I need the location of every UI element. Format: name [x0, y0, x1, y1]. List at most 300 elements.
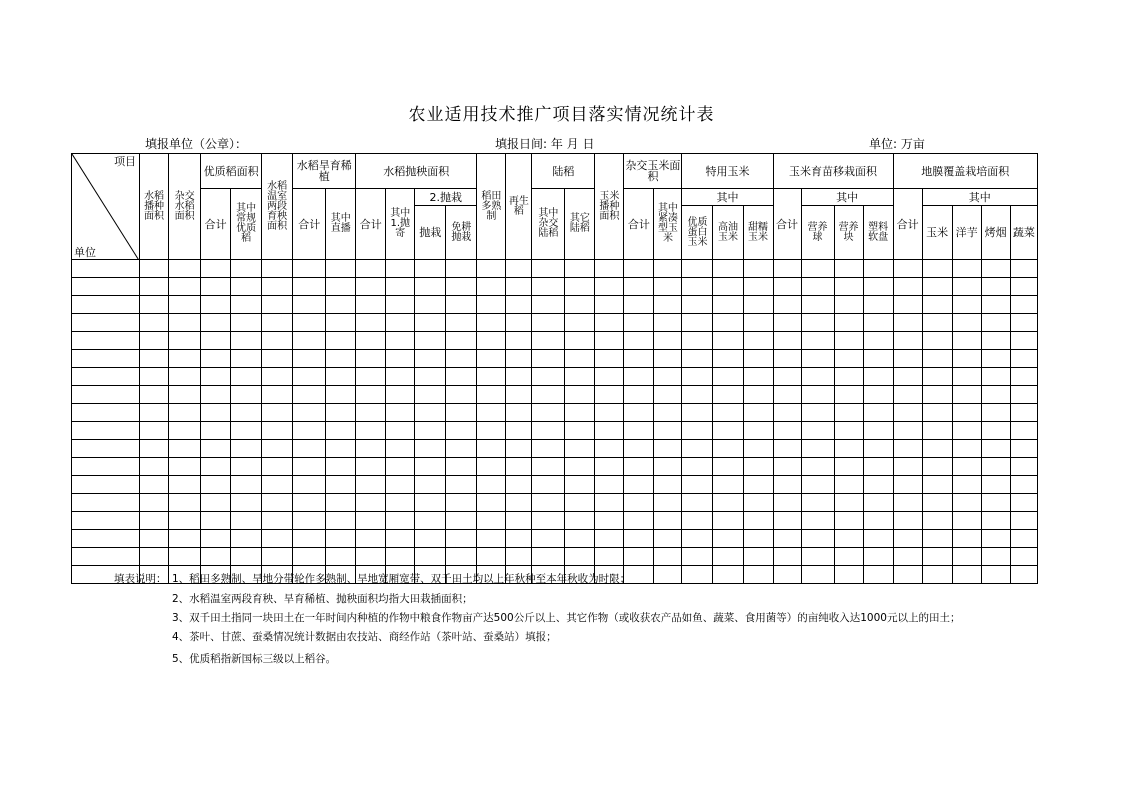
table-cell[interactable] — [262, 350, 293, 368]
table-cell[interactable] — [565, 458, 595, 476]
table-cell[interactable] — [532, 386, 565, 404]
table-cell[interactable] — [922, 260, 952, 278]
table-cell[interactable] — [981, 260, 1010, 278]
table-cell[interactable] — [477, 332, 506, 350]
table-cell[interactable] — [624, 350, 654, 368]
table-cell[interactable] — [262, 476, 293, 494]
table-cell[interactable] — [231, 530, 262, 548]
table-cell[interactable] — [326, 548, 356, 566]
table-cell[interactable] — [293, 314, 326, 332]
table-cell[interactable] — [477, 440, 506, 458]
table-cell[interactable] — [169, 512, 201, 530]
table-cell[interactable] — [565, 332, 595, 350]
table-cell[interactable] — [654, 350, 682, 368]
table-cell[interactable] — [624, 476, 654, 494]
table-cell[interactable] — [773, 278, 801, 296]
table-cell[interactable] — [72, 458, 140, 476]
table-cell[interactable] — [952, 350, 981, 368]
table-cell[interactable] — [834, 566, 863, 584]
table-cell[interactable] — [981, 278, 1010, 296]
table-cell[interactable] — [863, 314, 893, 332]
table-cell[interactable] — [834, 260, 863, 278]
table-cell[interactable] — [72, 332, 140, 350]
table-cell[interactable] — [415, 530, 446, 548]
table-cell[interactable] — [834, 530, 863, 548]
table-cell[interactable] — [682, 260, 713, 278]
table-cell[interactable] — [801, 512, 834, 530]
table-cell[interactable] — [262, 386, 293, 404]
table-cell[interactable] — [446, 368, 477, 386]
table-cell[interactable] — [624, 548, 654, 566]
table-cell[interactable] — [773, 458, 801, 476]
table-cell[interactable] — [743, 422, 773, 440]
table-cell[interactable] — [863, 530, 893, 548]
table-cell[interactable] — [201, 440, 231, 458]
table-cell[interactable] — [682, 458, 713, 476]
table-cell[interactable] — [415, 404, 446, 422]
table-cell[interactable] — [386, 296, 415, 314]
table-cell[interactable] — [743, 260, 773, 278]
table-cell[interactable] — [201, 530, 231, 548]
table-cell[interactable] — [293, 440, 326, 458]
table-cell[interactable] — [169, 494, 201, 512]
table-cell[interactable] — [293, 278, 326, 296]
table-cell[interactable] — [801, 296, 834, 314]
table-cell[interactable] — [326, 458, 356, 476]
table-cell[interactable] — [595, 530, 624, 548]
table-cell[interactable] — [231, 368, 262, 386]
table-cell[interactable] — [801, 476, 834, 494]
table-cell[interactable] — [952, 476, 981, 494]
table-cell[interactable] — [169, 476, 201, 494]
table-cell[interactable] — [140, 458, 169, 476]
table-cell[interactable] — [231, 476, 262, 494]
table-cell[interactable] — [386, 368, 415, 386]
table-cell[interactable] — [654, 278, 682, 296]
table-cell[interactable] — [262, 260, 293, 278]
table-cell[interactable] — [743, 512, 773, 530]
table-cell[interactable] — [446, 332, 477, 350]
table-cell[interactable] — [624, 422, 654, 440]
table-cell[interactable] — [506, 260, 532, 278]
table-cell[interactable] — [624, 386, 654, 404]
table-cell[interactable] — [506, 404, 532, 422]
table-cell[interactable] — [356, 404, 386, 422]
table-cell[interactable] — [922, 314, 952, 332]
table-cell[interactable] — [169, 440, 201, 458]
table-cell[interactable] — [231, 512, 262, 530]
table-cell[interactable] — [446, 260, 477, 278]
table-cell[interactable] — [415, 260, 446, 278]
table-cell[interactable] — [415, 548, 446, 566]
table-cell[interactable] — [1010, 314, 1037, 332]
table-cell[interactable] — [654, 314, 682, 332]
table-cell[interactable] — [231, 260, 262, 278]
table-cell[interactable] — [532, 314, 565, 332]
table-cell[interactable] — [506, 368, 532, 386]
table-cell[interactable] — [72, 440, 140, 458]
table-cell[interactable] — [624, 440, 654, 458]
table-cell[interactable] — [72, 278, 140, 296]
table-cell[interactable] — [863, 566, 893, 584]
table-cell[interactable] — [532, 548, 565, 566]
table-cell[interactable] — [201, 296, 231, 314]
table-cell[interactable] — [624, 494, 654, 512]
table-cell[interactable] — [922, 332, 952, 350]
table-cell[interactable] — [415, 512, 446, 530]
table-cell[interactable] — [981, 458, 1010, 476]
table-cell[interactable] — [801, 566, 834, 584]
table-cell[interactable] — [773, 404, 801, 422]
table-cell[interactable] — [952, 386, 981, 404]
table-cell[interactable] — [169, 548, 201, 566]
table-cell[interactable] — [773, 368, 801, 386]
table-cell[interactable] — [743, 332, 773, 350]
table-cell[interactable] — [169, 368, 201, 386]
table-cell[interactable] — [595, 260, 624, 278]
table-cell[interactable] — [169, 350, 201, 368]
table-cell[interactable] — [506, 422, 532, 440]
table-cell[interactable] — [981, 404, 1010, 422]
table-cell[interactable] — [201, 314, 231, 332]
table-cell[interactable] — [356, 332, 386, 350]
table-cell[interactable] — [231, 314, 262, 332]
table-cell[interactable] — [565, 296, 595, 314]
table-cell[interactable] — [863, 368, 893, 386]
table-cell[interactable] — [1010, 404, 1037, 422]
table-cell[interactable] — [713, 422, 743, 440]
table-cell[interactable] — [713, 404, 743, 422]
table-cell[interactable] — [743, 440, 773, 458]
table-cell[interactable] — [72, 422, 140, 440]
table-cell[interactable] — [72, 260, 140, 278]
table-cell[interactable] — [952, 296, 981, 314]
table-cell[interactable] — [293, 458, 326, 476]
table-cell[interactable] — [326, 530, 356, 548]
table-cell[interactable] — [356, 386, 386, 404]
table-cell[interactable] — [654, 422, 682, 440]
table-cell[interactable] — [863, 476, 893, 494]
table-cell[interactable] — [326, 476, 356, 494]
table-cell[interactable] — [1010, 548, 1037, 566]
table-cell[interactable] — [682, 566, 713, 584]
table-cell[interactable] — [981, 422, 1010, 440]
table-cell[interactable] — [834, 494, 863, 512]
table-cell[interactable] — [231, 386, 262, 404]
table-cell[interactable] — [326, 368, 356, 386]
table-cell[interactable] — [743, 566, 773, 584]
table-cell[interactable] — [415, 368, 446, 386]
table-cell[interactable] — [532, 296, 565, 314]
table-cell[interactable] — [893, 368, 922, 386]
table-cell[interactable] — [834, 332, 863, 350]
table-cell[interactable] — [446, 476, 477, 494]
table-cell[interactable] — [169, 458, 201, 476]
table-cell[interactable] — [834, 476, 863, 494]
table-cell[interactable] — [506, 494, 532, 512]
table-cell[interactable] — [415, 458, 446, 476]
table-cell[interactable] — [356, 476, 386, 494]
table-cell[interactable] — [477, 260, 506, 278]
table-cell[interactable] — [1010, 566, 1037, 584]
table-cell[interactable] — [595, 422, 624, 440]
table-cell[interactable] — [1010, 368, 1037, 386]
table-cell[interactable] — [565, 314, 595, 332]
table-cell[interactable] — [262, 332, 293, 350]
table-cell[interactable] — [893, 296, 922, 314]
table-cell[interactable] — [595, 386, 624, 404]
table-cell[interactable] — [773, 350, 801, 368]
table-cell[interactable] — [293, 368, 326, 386]
table-cell[interactable] — [595, 494, 624, 512]
table-cell[interactable] — [262, 512, 293, 530]
table-cell[interactable] — [293, 422, 326, 440]
table-cell[interactable] — [922, 422, 952, 440]
table-cell[interactable] — [773, 386, 801, 404]
table-cell[interactable] — [293, 476, 326, 494]
table-cell[interactable] — [326, 494, 356, 512]
table-cell[interactable] — [356, 296, 386, 314]
table-cell[interactable] — [952, 512, 981, 530]
table-cell[interactable] — [565, 476, 595, 494]
table-cell[interactable] — [201, 350, 231, 368]
table-cell[interactable] — [952, 260, 981, 278]
table-cell[interactable] — [682, 440, 713, 458]
table-cell[interactable] — [682, 476, 713, 494]
table-cell[interactable] — [415, 314, 446, 332]
table-cell[interactable] — [743, 296, 773, 314]
table-cell[interactable] — [922, 386, 952, 404]
table-cell[interactable] — [446, 404, 477, 422]
table-cell[interactable] — [893, 458, 922, 476]
table-cell[interactable] — [532, 278, 565, 296]
table-cell[interactable] — [532, 440, 565, 458]
table-cell[interactable] — [952, 494, 981, 512]
table-cell[interactable] — [952, 566, 981, 584]
table-cell[interactable] — [981, 548, 1010, 566]
table-cell[interactable] — [532, 422, 565, 440]
table-cell[interactable] — [386, 314, 415, 332]
table-cell[interactable] — [654, 296, 682, 314]
table-cell[interactable] — [201, 332, 231, 350]
table-cell[interactable] — [713, 386, 743, 404]
table-cell[interactable] — [262, 548, 293, 566]
table-cell[interactable] — [834, 368, 863, 386]
table-cell[interactable] — [477, 512, 506, 530]
table-cell[interactable] — [477, 548, 506, 566]
table-cell[interactable] — [863, 296, 893, 314]
table-cell[interactable] — [595, 548, 624, 566]
table-cell[interactable] — [477, 368, 506, 386]
table-cell[interactable] — [1010, 296, 1037, 314]
table-cell[interactable] — [743, 278, 773, 296]
table-cell[interactable] — [565, 548, 595, 566]
table-cell[interactable] — [72, 494, 140, 512]
table-cell[interactable] — [922, 368, 952, 386]
table-cell[interactable] — [477, 422, 506, 440]
table-cell[interactable] — [565, 512, 595, 530]
table-cell[interactable] — [140, 368, 169, 386]
table-cell[interactable] — [773, 296, 801, 314]
table-cell[interactable] — [72, 530, 140, 548]
table-cell[interactable] — [169, 278, 201, 296]
table-cell[interactable] — [201, 278, 231, 296]
table-cell[interactable] — [326, 422, 356, 440]
table-cell[interactable] — [773, 476, 801, 494]
table-cell[interactable] — [1010, 422, 1037, 440]
table-cell[interactable] — [1010, 476, 1037, 494]
table-cell[interactable] — [1010, 512, 1037, 530]
table-cell[interactable] — [356, 494, 386, 512]
table-cell[interactable] — [595, 512, 624, 530]
table-cell[interactable] — [654, 512, 682, 530]
table-cell[interactable] — [386, 422, 415, 440]
table-cell[interactable] — [386, 476, 415, 494]
table-cell[interactable] — [773, 512, 801, 530]
table-cell[interactable] — [863, 494, 893, 512]
table-cell[interactable] — [713, 278, 743, 296]
table-cell[interactable] — [893, 314, 922, 332]
table-cell[interactable] — [326, 440, 356, 458]
table-cell[interactable] — [293, 296, 326, 314]
table-cell[interactable] — [72, 296, 140, 314]
table-cell[interactable] — [893, 530, 922, 548]
table-cell[interactable] — [743, 548, 773, 566]
table-cell[interactable] — [262, 278, 293, 296]
table-cell[interactable] — [72, 350, 140, 368]
table-cell[interactable] — [262, 404, 293, 422]
table-cell[interactable] — [773, 494, 801, 512]
table-cell[interactable] — [72, 386, 140, 404]
table-cell[interactable] — [446, 440, 477, 458]
table-cell[interactable] — [834, 548, 863, 566]
table-cell[interactable] — [565, 368, 595, 386]
table-cell[interactable] — [201, 368, 231, 386]
table-cell[interactable] — [801, 404, 834, 422]
table-cell[interactable] — [743, 494, 773, 512]
table-cell[interactable] — [326, 386, 356, 404]
table-cell[interactable] — [595, 404, 624, 422]
table-cell[interactable] — [682, 296, 713, 314]
table-cell[interactable] — [893, 422, 922, 440]
table-cell[interactable] — [506, 350, 532, 368]
table-cell[interactable] — [654, 386, 682, 404]
table-cell[interactable] — [140, 386, 169, 404]
table-cell[interactable] — [654, 494, 682, 512]
table-cell[interactable] — [506, 314, 532, 332]
table-cell[interactable] — [654, 260, 682, 278]
table-cell[interactable] — [477, 278, 506, 296]
table-cell[interactable] — [922, 530, 952, 548]
table-cell[interactable] — [201, 512, 231, 530]
table-cell[interactable] — [981, 296, 1010, 314]
table-cell[interactable] — [893, 512, 922, 530]
table-cell[interactable] — [72, 512, 140, 530]
table-cell[interactable] — [386, 512, 415, 530]
table-cell[interactable] — [386, 386, 415, 404]
table-cell[interactable] — [801, 530, 834, 548]
table-cell[interactable] — [682, 530, 713, 548]
table-cell[interactable] — [801, 422, 834, 440]
table-cell[interactable] — [169, 296, 201, 314]
table-cell[interactable] — [713, 512, 743, 530]
table-cell[interactable] — [981, 314, 1010, 332]
table-cell[interactable] — [893, 350, 922, 368]
table-cell[interactable] — [446, 512, 477, 530]
table-cell[interactable] — [565, 440, 595, 458]
table-cell[interactable] — [654, 440, 682, 458]
table-cell[interactable] — [863, 548, 893, 566]
table-cell[interactable] — [654, 530, 682, 548]
table-cell[interactable] — [893, 494, 922, 512]
table-cell[interactable] — [773, 566, 801, 584]
table-cell[interactable] — [981, 440, 1010, 458]
table-cell[interactable] — [446, 278, 477, 296]
table-cell[interactable] — [532, 350, 565, 368]
table-cell[interactable] — [415, 350, 446, 368]
table-cell[interactable] — [532, 512, 565, 530]
table-cell[interactable] — [682, 422, 713, 440]
table-cell[interactable] — [262, 422, 293, 440]
table-cell[interactable] — [773, 440, 801, 458]
table-cell[interactable] — [595, 476, 624, 494]
table-cell[interactable] — [834, 386, 863, 404]
table-cell[interactable] — [231, 332, 262, 350]
table-cell[interactable] — [293, 386, 326, 404]
table-cell[interactable] — [743, 386, 773, 404]
table-cell[interactable] — [713, 440, 743, 458]
table-cell[interactable] — [1010, 530, 1037, 548]
table-cell[interactable] — [140, 440, 169, 458]
table-cell[interactable] — [624, 512, 654, 530]
table-cell[interactable] — [565, 350, 595, 368]
table-cell[interactable] — [981, 476, 1010, 494]
table-cell[interactable] — [293, 404, 326, 422]
table-cell[interactable] — [477, 314, 506, 332]
table-cell[interactable] — [415, 332, 446, 350]
table-cell[interactable] — [922, 566, 952, 584]
table-cell[interactable] — [477, 476, 506, 494]
table-cell[interactable] — [415, 476, 446, 494]
table-cell[interactable] — [595, 332, 624, 350]
table-cell[interactable] — [713, 566, 743, 584]
table-cell[interactable] — [356, 260, 386, 278]
table-cell[interactable] — [386, 458, 415, 476]
table-cell[interactable] — [477, 494, 506, 512]
table-cell[interactable] — [201, 404, 231, 422]
table-cell[interactable] — [952, 440, 981, 458]
table-cell[interactable] — [201, 494, 231, 512]
table-cell[interactable] — [169, 314, 201, 332]
table-cell[interactable] — [532, 494, 565, 512]
table-cell[interactable] — [506, 476, 532, 494]
table-cell[interactable] — [506, 332, 532, 350]
table-cell[interactable] — [654, 368, 682, 386]
table-cell[interactable] — [713, 314, 743, 332]
table-cell[interactable] — [532, 368, 565, 386]
table-cell[interactable] — [293, 548, 326, 566]
table-cell[interactable] — [201, 422, 231, 440]
table-cell[interactable] — [801, 548, 834, 566]
table-cell[interactable] — [952, 278, 981, 296]
table-cell[interactable] — [952, 530, 981, 548]
table-cell[interactable] — [477, 458, 506, 476]
table-cell[interactable] — [863, 422, 893, 440]
table-cell[interactable] — [386, 530, 415, 548]
table-cell[interactable] — [446, 296, 477, 314]
table-cell[interactable] — [893, 548, 922, 566]
table-cell[interactable] — [356, 368, 386, 386]
